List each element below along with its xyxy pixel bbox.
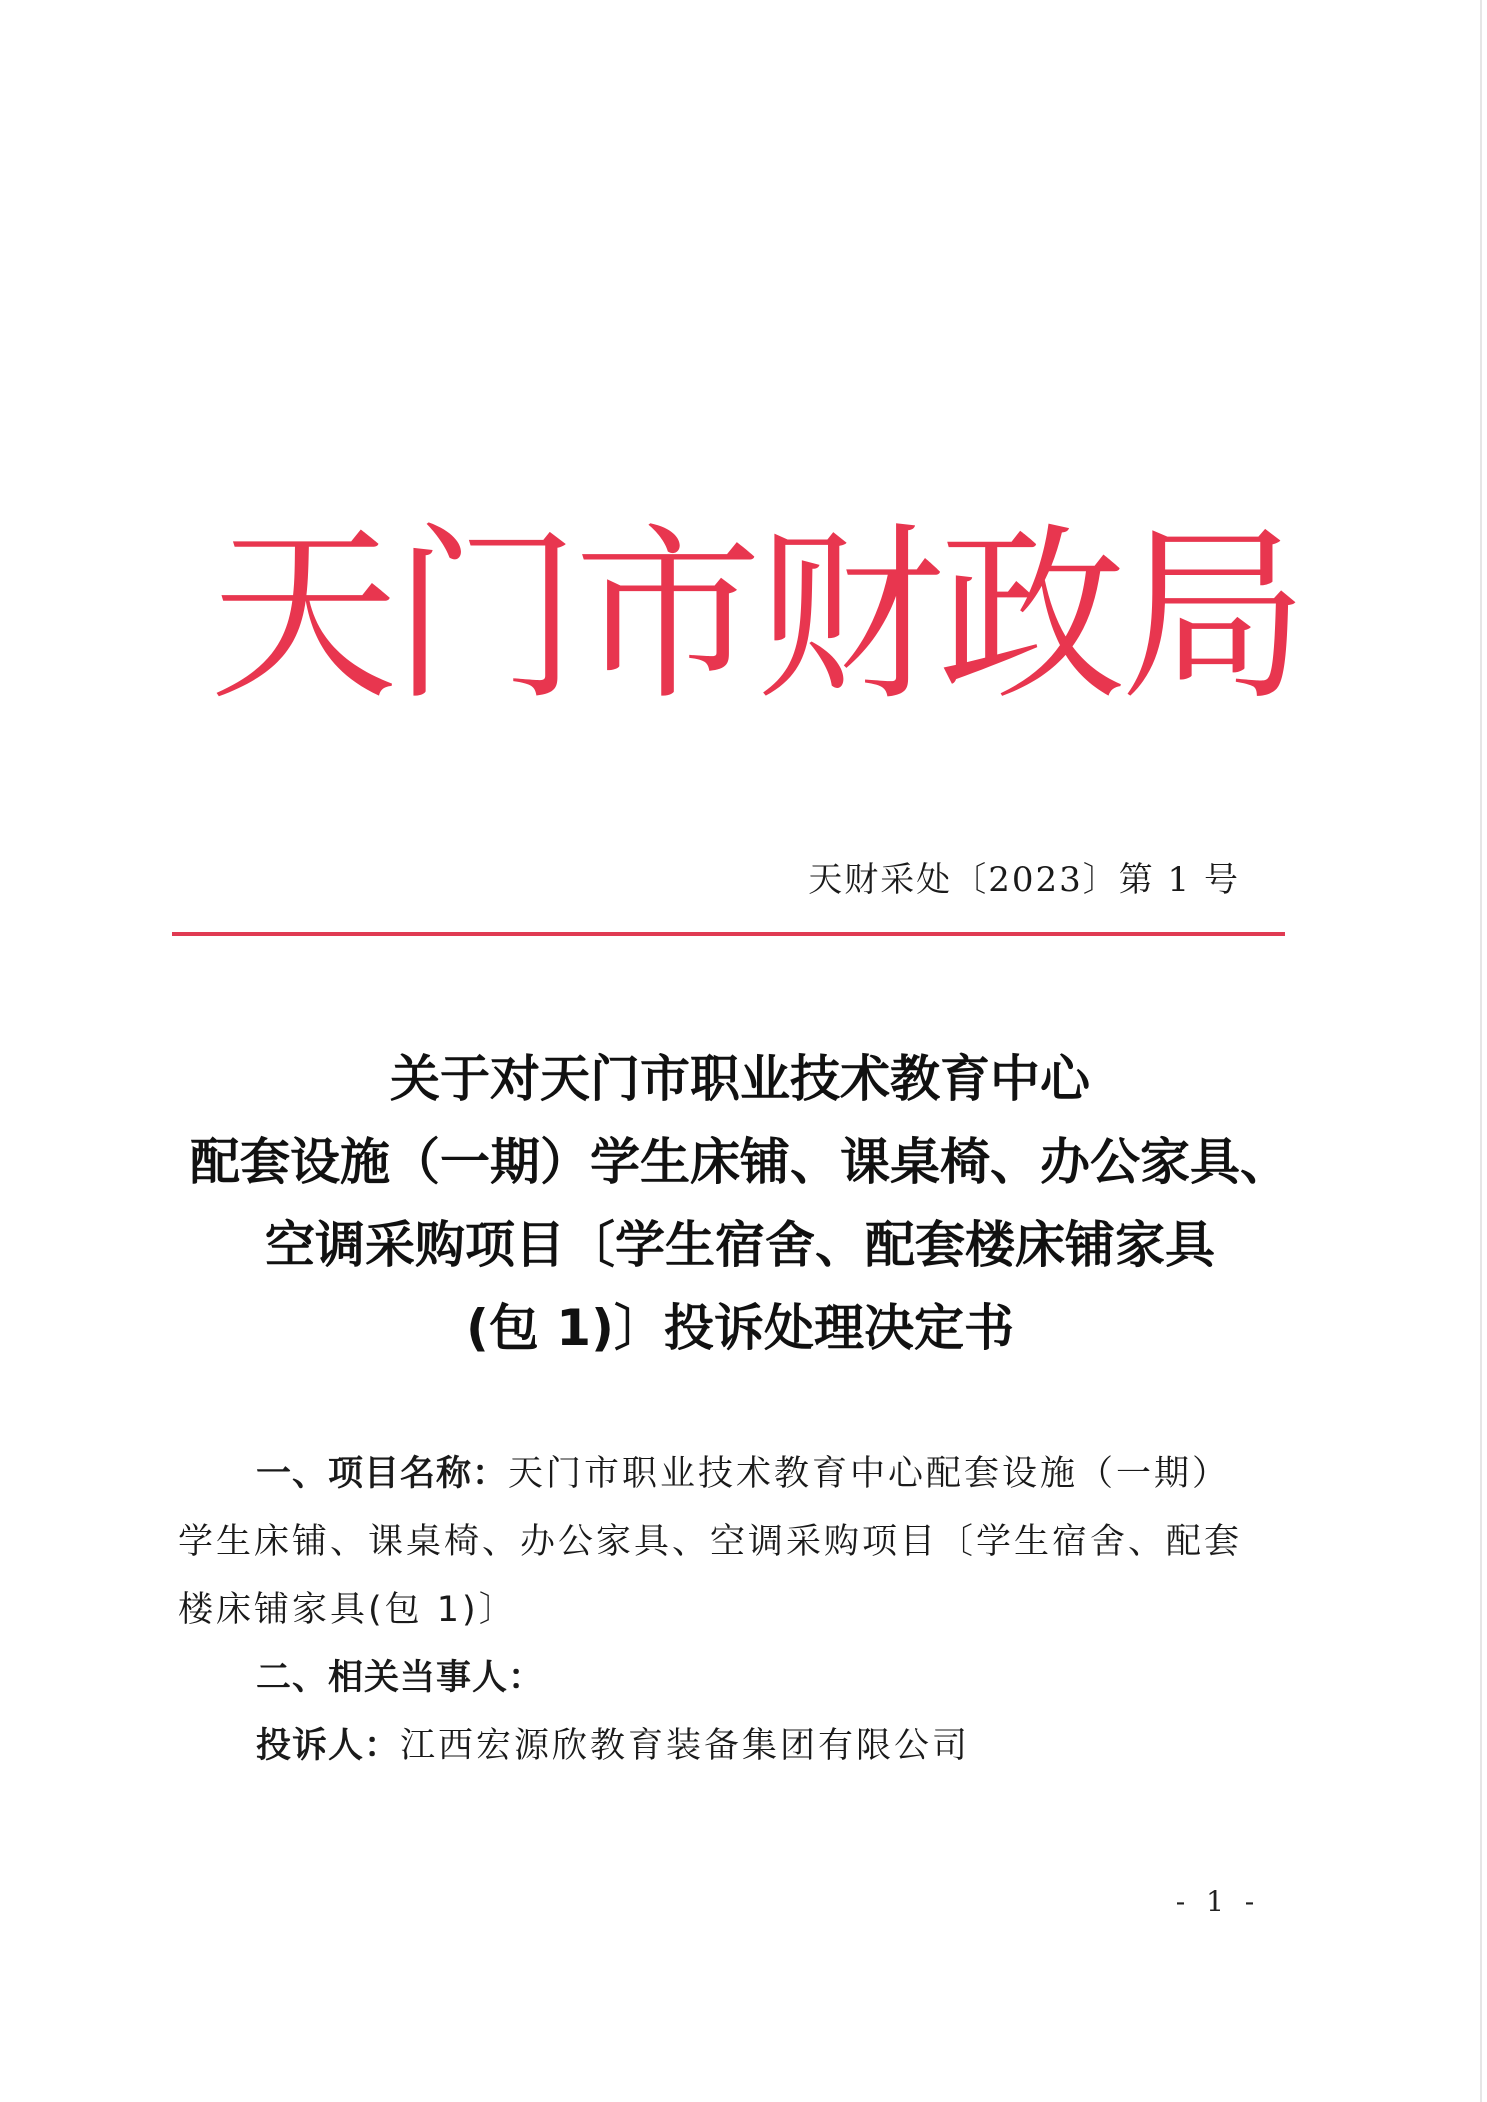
document-number: 天财采处〔2023〕第 1 号 bbox=[808, 860, 1240, 900]
complainant-label: 投诉人： bbox=[256, 1726, 401, 1766]
section-1-text: 天门市职业技术教育中心配套设施（一期）学生床铺、课桌椅、办公家具、空调采购项目〔学生宿舍、配套楼床铺家具(包 1)〕 bbox=[178, 1454, 1243, 1630]
scan-edge bbox=[1480, 0, 1482, 2102]
page-number: - 1 - bbox=[1175, 1885, 1261, 1918]
document-body bbox=[178, 1440, 1268, 1780]
title-line-3: 空调采购项目〔学生宿舍、配套楼床铺家具 bbox=[265, 1216, 1215, 1274]
section-parties bbox=[178, 1644, 1268, 1712]
title-line-4: (包 1)〕投诉处理决定书 bbox=[466, 1299, 1014, 1357]
masthead-title: 天门市财政局 bbox=[210, 507, 1302, 726]
title-line-2: 配套设施（一期）学生床铺、课桌椅、办公家具、 bbox=[190, 1133, 1290, 1191]
red-divider bbox=[172, 932, 1285, 936]
document-title bbox=[150, 1038, 1330, 1370]
complainant-value: 江西宏源欣教育装备集团有限公司 bbox=[400, 1726, 971, 1766]
complainant-row bbox=[178, 1712, 1268, 1780]
section-1-label: 一、项目名称： bbox=[256, 1454, 509, 1494]
title-line-1: 关于对天门市职业技术教育中心 bbox=[390, 1050, 1090, 1108]
section-2-label: 二、相关当事人： bbox=[256, 1658, 545, 1698]
section-project-name bbox=[178, 1440, 1268, 1644]
